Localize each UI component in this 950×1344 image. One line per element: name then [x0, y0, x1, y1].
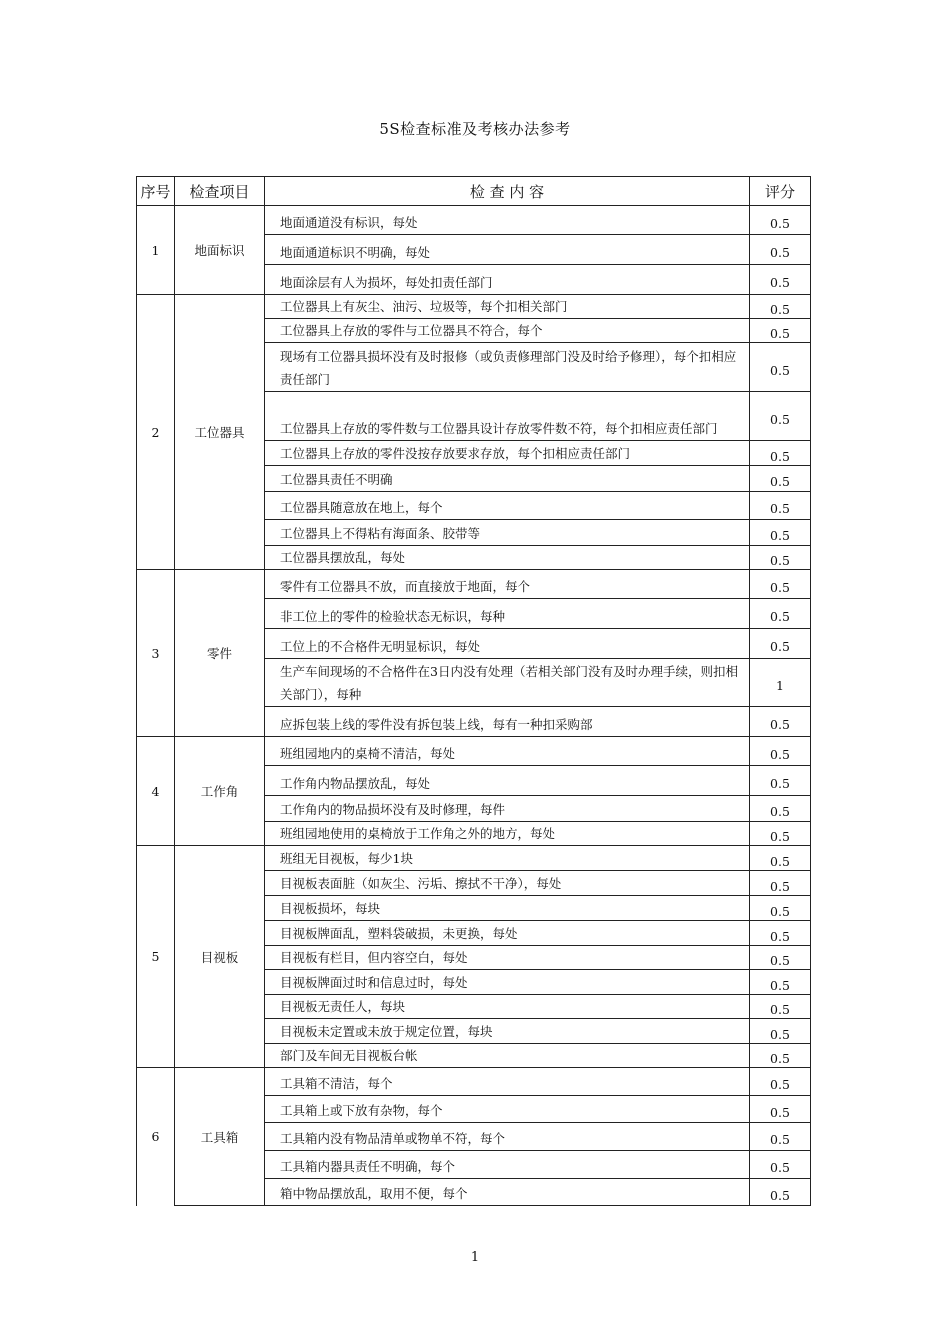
content-cell: 工位器具上不得粘有海面条、胶带等	[265, 520, 750, 546]
score-cell: 0.5	[750, 599, 811, 629]
score-cell: 0.5	[750, 492, 811, 520]
content-cell: 地面通道没有标识，每处	[265, 206, 750, 235]
table-row	[137, 1068, 811, 1096]
score-cell: 0.5	[750, 1151, 811, 1179]
content-cell: 工作角内的物品损坏没有及时修理，每件	[265, 796, 750, 822]
score-cell: 0.5	[750, 319, 811, 343]
score-cell: 0.5	[750, 846, 811, 871]
header-no: 序号	[137, 177, 175, 206]
section-item: 工具箱	[175, 1068, 265, 1206]
content-cell: 生产车间现场的不合格件在3日内没有处理（若相关部门没有及时办理手续，则扣相关部门），每种	[265, 659, 750, 707]
score-cell: 0.5	[750, 629, 811, 659]
table-row	[137, 846, 811, 871]
content-cell: 现场有工位器具损坏没有及时报修（或负责修理部门没及时给予修理），每个扣相应责任部门	[265, 343, 750, 392]
content-cell: 部门及车间无目视板台帐	[265, 1044, 750, 1068]
section-number: 3	[137, 570, 175, 737]
table-row	[137, 206, 811, 235]
section-number: 4	[137, 737, 175, 846]
score-cell: 0.5	[750, 441, 811, 466]
score-cell: 0.5	[750, 1096, 811, 1123]
content-cell: 工位上的不合格件无明显标识，每处	[265, 629, 750, 659]
table-body	[137, 206, 811, 1206]
content-cell: 工位器具责任不明确	[265, 466, 750, 492]
score-cell: 0.5	[750, 822, 811, 846]
content-cell: 地面通道标识不明确，每处	[265, 235, 750, 265]
section-number: 6	[137, 1068, 175, 1206]
content-cell: 零件有工位器具不放，而直接放于地面，每个	[265, 570, 750, 599]
section-item: 工作角	[175, 737, 265, 846]
content-cell: 工位器具上存放的零件没按存放要求存放，每个扣相应责任部门	[265, 441, 750, 466]
score-cell: 0.5	[750, 1068, 811, 1096]
content-cell: 工位器具随意放在地上，每个	[265, 492, 750, 520]
score-cell: 1	[750, 659, 811, 707]
score-cell: 0.5	[750, 896, 811, 921]
score-cell: 0.5	[750, 766, 811, 796]
score-cell: 0.5	[750, 265, 811, 295]
content-cell: 非工位上的零件的检验状态无标识，每种	[265, 599, 750, 629]
table-row	[137, 737, 811, 766]
section-item: 目视板	[175, 846, 265, 1068]
score-cell: 0.5	[750, 520, 811, 546]
header-item: 检查项目	[175, 177, 265, 206]
content-cell: 工具箱不清洁，每个	[265, 1068, 750, 1096]
content-cell: 地面涂层有人为损坏，每处扣责任部门	[265, 265, 750, 295]
section-item: 地面标识	[175, 206, 265, 295]
page-title: 5S检查标准及考核办法参考	[379, 120, 571, 138]
content-cell: 目视板牌面乱，塑料袋破损，未更换，每处	[265, 921, 750, 946]
content-cell: 工具箱上或下放有杂物，每个	[265, 1096, 750, 1123]
section-number: 1	[137, 206, 175, 295]
score-cell: 0.5	[750, 921, 811, 946]
header-content: 检 查 内 容	[265, 177, 750, 206]
score-cell: 0.5	[750, 1044, 811, 1068]
table-header-row	[137, 177, 811, 206]
content-cell: 目视板有栏目，但内容空白，每处	[265, 946, 750, 970]
content-cell: 班组园地使用的桌椅放于工作角之外的地方，每处	[265, 822, 750, 846]
score-cell: 0.5	[750, 796, 811, 822]
table-row	[137, 570, 811, 599]
score-cell: 0.5	[750, 295, 811, 319]
content-cell: 目视板损坏，每块	[265, 896, 750, 921]
content-cell: 应拆包装上线的零件没有拆包装上线，每有一种扣采购部	[265, 707, 750, 737]
score-cell: 0.5	[750, 466, 811, 492]
content-cell: 目视板未定置或未放于规定位置，每块	[265, 1019, 750, 1044]
content-cell: 箱中物品摆放乱，取用不便，每个	[265, 1179, 750, 1206]
section-number: 5	[137, 846, 175, 1068]
score-cell: 0.5	[750, 946, 811, 970]
content-cell: 工位器具上存放的零件与工位器具不符合，每个	[265, 319, 750, 343]
score-cell: 0.5	[750, 707, 811, 737]
content-cell: 班组无目视板，每少1块	[265, 846, 750, 871]
score-cell: 0.5	[750, 995, 811, 1019]
score-cell: 0.5	[750, 737, 811, 766]
content-cell: 工具箱内器具责任不明确，每个	[265, 1151, 750, 1179]
header-score: 评分	[750, 177, 811, 206]
section-item: 零件	[175, 570, 265, 737]
score-cell: 0.5	[750, 871, 811, 896]
content-cell: 工位器具上存放的零件数与工位器具设计存放零件数不符，每个扣相应责任部门	[265, 392, 750, 441]
content-cell: 工位器具上有灰尘、油污、垃圾等，每个扣相关部门	[265, 295, 750, 319]
content-cell: 工具箱内没有物品清单或物单不符，每个	[265, 1123, 750, 1151]
score-cell: 0.5	[750, 343, 811, 392]
score-cell: 0.5	[750, 392, 811, 441]
content-cell: 工作角内物品摆放乱，每处	[265, 766, 750, 796]
content-cell: 目视板牌面过时和信息过时，每处	[265, 970, 750, 995]
score-cell: 0.5	[750, 546, 811, 570]
content-cell: 目视板无责任人，每块	[265, 995, 750, 1019]
content-cell: 班组园地内的桌椅不清洁，每处	[265, 737, 750, 766]
score-cell: 0.5	[750, 206, 811, 235]
score-cell: 0.5	[750, 570, 811, 599]
score-cell: 0.5	[750, 1123, 811, 1151]
section-item: 工位器具	[175, 295, 265, 570]
score-cell: 0.5	[750, 1019, 811, 1044]
table-row	[137, 295, 811, 319]
page-number: 1	[470, 1250, 480, 1265]
score-cell: 0.5	[750, 970, 811, 995]
content-cell: 目视板表面脏（如灰尘、污垢、擦拭不干净），每处	[265, 871, 750, 896]
score-cell: 0.5	[750, 1179, 811, 1206]
score-cell: 0.5	[750, 235, 811, 265]
content-cell: 工位器具摆放乱，每处	[265, 546, 750, 570]
section-number: 2	[137, 295, 175, 570]
inspection-table	[136, 176, 811, 1206]
